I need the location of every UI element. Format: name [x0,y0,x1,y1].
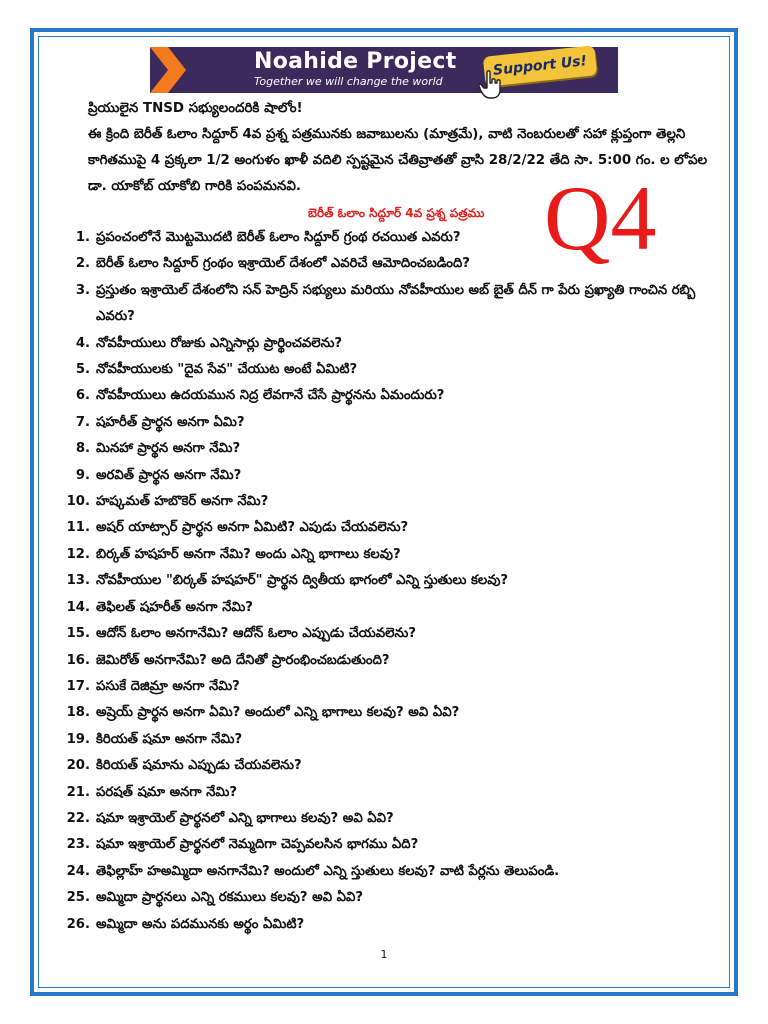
question-item: 23. షమా ఇశ్రాయెల్ ప్రార్థనలో నెమ్మదిగా చెప్పవలసిన భాగము ఏది? [66,837,419,853]
question-item: 12. బిర్కత్ హషహర్ అనగా నేమి? అందు ఎన్ని భాగాలు కలవు? [66,546,401,562]
question-item: 15. ఆదోన్ ఓలాం అనగానేమి? ఆదోన్ ఓలాం ఎప్పుడు చేయవలెను? [66,626,416,642]
question-item: 9. అరవిత్ ప్రార్థన అనగా నేమి? [75,467,242,483]
question-item: 18. అష్రెయ్ ప్రార్థన అనగా ఏమి? అందులో ఎన్ని భాగాలు కలవు? అవి ఏవి? [66,705,460,721]
banner-subtitle: Together we will change the world [254,75,443,88]
question-item: 6. నోవహీయులు ఉదయమున నిద్ర లేవగానే చేసే ప్రార్థనను ఏమందురు? [75,388,445,404]
question-item: 20. కిరియత్ షమాను ఎప్పుడు చేయవలెను? [66,758,302,774]
question-item: 21. పరషత్ షమా అనగా నేమి? [66,784,238,800]
greeting: ప్రియులైన TNSD సభ్యులందరికి షాలోం! [88,101,303,116]
banner-title: Noahide Project [254,49,457,74]
question-item: 13. నోవహీయుల "బిర్కత్ హషహర్" ప్రార్థన ద్వితీయ భాగంలో ఎన్ని స్తుతులు కలవు? [66,573,509,589]
question-item: 7. షహరీత్ ప్రార్థన అనగా ఏమి? [75,414,245,430]
question-item: 1. ప్రపంచంలోనే మొట్టమొదటి బెరీత్ ఓలాం సిద్దూర్ గ్రంథ రచయిత ఎవరు? [75,230,461,245]
question-item: 8. మినహా ప్రార్థన అనగా నేమి? [75,441,241,457]
question-item: 16. జెమిరోత్ అనగానేమి? అది దేనితో ప్రారంభించబడుతుంది? [66,652,390,668]
question-item: 5. నోవహీయులకు "దైవ సేవ" చేయుట అంటే ఏమిటి? [75,362,358,378]
question-item: 4. నోవహీయులు రోజుకు ఎన్నిసార్లు ప్రార్థించవలెను? [75,335,343,351]
question-item: 26. అమ్మిదా అను పదమునకు అర్థం ఏమిటి? [66,916,305,932]
question-item: 24. తెఫిల్లాహ్ హఅమ్మిదా అనగానేమి? అందులో ఎన్ని స్తుతులు కలవు? వాటి పేర్లను తెలుపండి. [66,863,560,879]
question-item: 25. అమ్మిదా ప్రార్థనలు ఎన్ని రకములు కలవు? అవి ఏవి? [66,890,364,906]
question-item: 14. తెఫిలత్ షహరీత్ అనగా నేమి? [66,599,253,615]
question-list [54,225,714,938]
question-item: 11. అషర్ యాట్సార్ ప్రార్థన అనగా ఏమిటి? ఎపుడు చేయవలెను? [66,520,409,536]
question-item: 2. బెరీత్ ఓలాం సిద్దూర్ గ్రంథం ఇశ్రాయెల్ దేశంలో ఎవరిచే ఆమోదించబడింది? [75,256,470,272]
support-us-button[interactable]: Support Us! [483,45,598,87]
q4-badge: Q4 [544,167,657,269]
instructions: ఈ క్రింది బెరీత్ ఓలాం సిద్దూర్ 4వ ప్రశ్న పత్రమునకు జవాబులను (మాత్రమే), వాటి నెంబరులతో సహా క్లుప్తంగా తెల్లని కాగితముపై 4 ప్రక్కలా 1/2 అంగుళం ఖాళీ వదిలి స్పష్టమైన చేతివ్రాతతో వ్రాసి 28/2/22 తేది సా. 5:00 గం. ల లోపల డా. యాకోబ్ యాకోబి గారికి పంపమనవి. [88,127,708,194]
page-number: 1 [380,948,388,961]
question-paper-title: బెరీత్ ఓలాం సిద్దూర్ 4వ ప్రశ్న పత్రము [308,206,485,220]
question-item: 3. ప్రస్తుతం ఇశ్రాయెల్ దేశంలోని సన్ హెద్రిన్ సభ్యులు మరియు నోవహీయుల అబ్ బైత్ దీన్ గా పేరు ప్రఖ్యాతి గాంచిన రబ్బి ఎవరు? [75,282,696,325]
question-item: 10. హష్కమత్ హబొకెర్ అనగా నేమి? [66,494,269,510]
question-item: 17. పసుకే దెజిమ్రా అనగా నేమి? [66,678,240,694]
question-item: 19. కిరియత్ షమా అనగా నేమి? [66,731,243,747]
chevron-right-icon [150,47,188,93]
question-item: 22. షమా ఇశ్రాయెల్ ప్రార్థనలో ఎన్ని భాగాలు కలవు? అవి ఏవి? [66,810,394,826]
